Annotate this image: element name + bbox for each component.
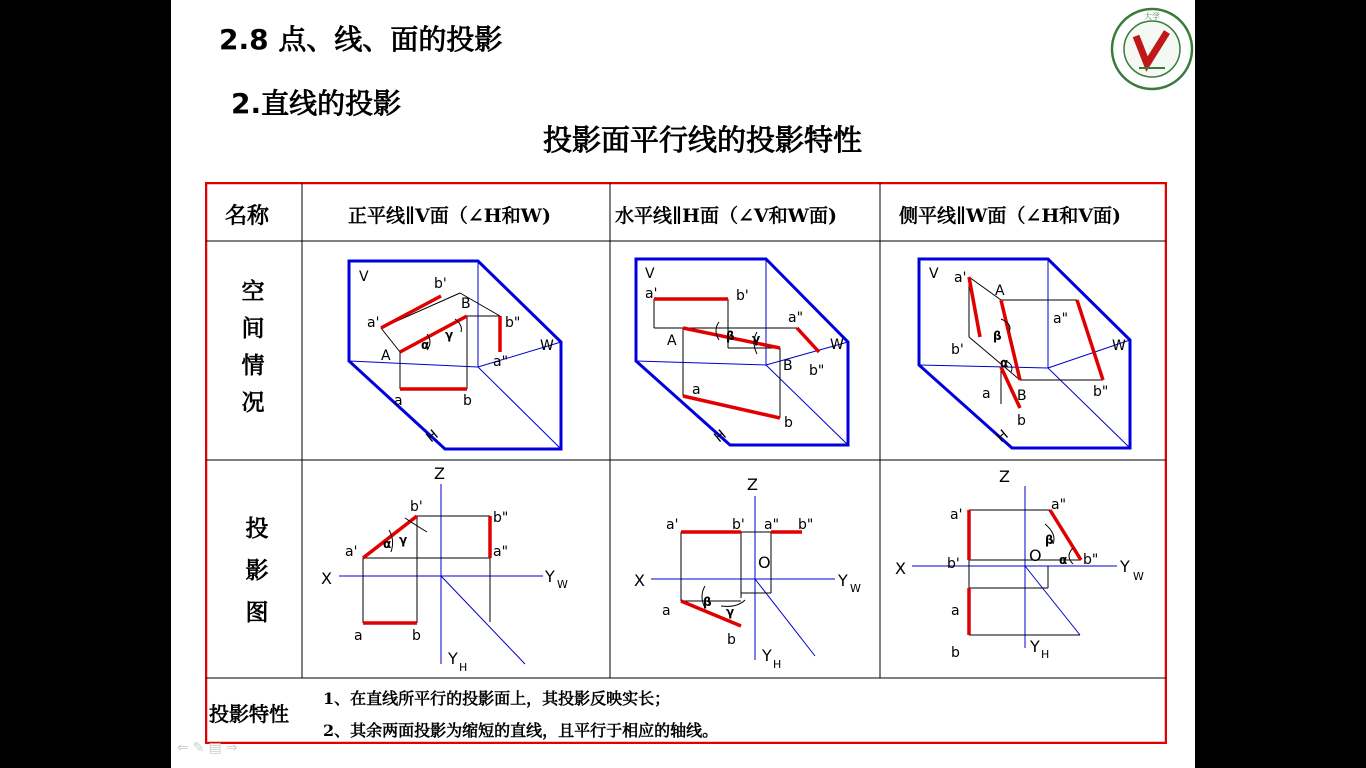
svg-text:V: V xyxy=(645,266,655,282)
profile-space-diagram xyxy=(919,259,1130,448)
header-profile: 侧平线∥W面（∠H和V面) xyxy=(899,205,1121,227)
profile-space-a''b'' xyxy=(1077,300,1103,380)
row-label-properties: 投影特性 xyxy=(209,702,289,726)
svg-text:a': a' xyxy=(950,507,963,523)
logo-text: 大学 xyxy=(1144,12,1160,21)
horizontal-space-diagram xyxy=(636,259,848,446)
svg-text:a: a xyxy=(951,603,960,619)
svg-text:W: W xyxy=(850,582,861,595)
svg-text:B: B xyxy=(783,358,793,374)
profile-space-a'b' xyxy=(969,277,980,337)
svg-text:b: b xyxy=(727,632,736,648)
svg-text:a': a' xyxy=(666,517,679,533)
svg-text:a: a xyxy=(354,628,363,644)
svg-text:a: a xyxy=(662,603,671,619)
slide xyxy=(171,0,1195,768)
svg-text:A: A xyxy=(381,348,391,364)
sub-title: 2.直线的投影 xyxy=(231,87,402,120)
svg-text:A: A xyxy=(995,283,1005,299)
svg-text:W: W xyxy=(1112,338,1126,354)
svg-text:H: H xyxy=(773,658,782,671)
svg-text:W: W xyxy=(540,338,554,354)
svg-text:a": a" xyxy=(493,354,509,370)
svg-text:β: β xyxy=(703,595,712,609)
svg-text:α: α xyxy=(1000,356,1009,370)
svg-text:A: A xyxy=(667,333,677,349)
svg-text:b': b' xyxy=(951,342,964,358)
frontal-space-diagram xyxy=(349,261,561,449)
svg-text:γ: γ xyxy=(445,328,454,342)
svg-text:b: b xyxy=(412,628,421,644)
svg-text:α: α xyxy=(1059,553,1068,567)
svg-text:X: X xyxy=(321,569,332,588)
svg-text:b: b xyxy=(951,645,960,661)
svg-text:a": a" xyxy=(764,517,780,533)
svg-text:H: H xyxy=(993,426,1012,446)
svg-text:W: W xyxy=(830,337,844,353)
svg-text:Y: Y xyxy=(448,649,458,668)
header-name: 名称 xyxy=(225,204,270,229)
svg-text:a': a' xyxy=(645,286,658,302)
svg-text:b: b xyxy=(1017,413,1026,429)
svg-text:H: H xyxy=(711,426,730,446)
projection-diagrams xyxy=(205,460,1167,682)
space-diagrams xyxy=(205,182,1167,462)
next-slide-icon[interactable]: ⇒ xyxy=(225,740,242,756)
property-1: 1、在直线所平行的投影面上，其投影反映实长； xyxy=(323,689,671,708)
svg-text:X: X xyxy=(634,571,645,590)
svg-text:H: H xyxy=(1041,648,1050,661)
svg-text:b: b xyxy=(463,393,472,409)
table-title: 投影面平行线的投影特性 xyxy=(543,123,863,157)
section-title: 2.8 点、线、面的投影 xyxy=(219,23,503,56)
svg-text:a': a' xyxy=(367,315,380,331)
projection-table xyxy=(205,182,1167,744)
svg-text:b": b" xyxy=(809,363,825,379)
svg-text:H: H xyxy=(423,426,442,446)
svg-text:a': a' xyxy=(345,544,358,560)
svg-text:Z: Z xyxy=(747,475,758,494)
svg-text:a: a xyxy=(692,382,701,398)
svg-text:b': b' xyxy=(736,288,749,304)
svg-text:H: H xyxy=(459,661,468,674)
slide-nav-controls[interactable] xyxy=(177,740,241,756)
svg-text:Y: Y xyxy=(1120,557,1130,576)
svg-text:a: a xyxy=(982,386,991,402)
svg-text:O: O xyxy=(758,553,771,572)
menu-icon[interactable]: ▤ xyxy=(208,740,226,756)
svg-text:b": b" xyxy=(505,315,521,331)
frontal-space-a'b' xyxy=(381,296,441,328)
svg-text:b": b" xyxy=(1093,384,1109,400)
header-frontal: 正平线∥V面（∠H和W) xyxy=(348,205,551,227)
svg-text:β: β xyxy=(1045,533,1054,547)
svg-text:b': b' xyxy=(434,276,447,292)
frontal-space-AB xyxy=(400,316,467,352)
svg-text:Y: Y xyxy=(838,571,848,590)
svg-text:b": b" xyxy=(1083,552,1099,568)
svg-text:Y: Y xyxy=(762,646,772,665)
header-horizontal: 水平线∥H面（∠V和W面) xyxy=(615,205,837,227)
svg-text:a: a xyxy=(394,393,403,409)
svg-text:V: V xyxy=(359,269,369,285)
svg-text:V: V xyxy=(929,266,939,282)
svg-text:γ: γ xyxy=(399,533,408,547)
svg-text:a": a" xyxy=(1053,311,1069,327)
svg-text:Y: Y xyxy=(545,567,555,586)
pen-icon[interactable]: ✎ xyxy=(192,740,209,756)
horizontal-space-a''b'' xyxy=(797,328,819,352)
svg-text:α: α xyxy=(421,338,430,352)
svg-text:Y: Y xyxy=(1030,637,1040,656)
svg-text:b": b" xyxy=(493,510,509,526)
svg-text:b': b' xyxy=(410,499,423,515)
svg-text:a": a" xyxy=(788,310,804,326)
svg-text:W: W xyxy=(1133,570,1144,583)
svg-text:b': b' xyxy=(947,556,960,572)
svg-text:B: B xyxy=(1017,388,1027,404)
svg-text:β: β xyxy=(726,329,735,343)
horizontal-projection-diagram xyxy=(634,475,861,671)
frontal-projection-diagram xyxy=(321,464,568,674)
profile-projection-diagram xyxy=(895,467,1144,661)
university-logo xyxy=(1109,6,1195,92)
svg-text:O: O xyxy=(1029,546,1042,565)
property-2: 2、其余两面投影为缩短的直线，且平行于相应的轴线。 xyxy=(323,721,719,740)
svg-text:B: B xyxy=(461,296,471,312)
svg-text:a": a" xyxy=(1051,497,1067,513)
svg-text:γ: γ xyxy=(752,332,761,346)
svg-text:β: β xyxy=(993,329,1002,343)
row-label-space: 空 间 情 况 xyxy=(241,279,265,416)
svg-text:α: α xyxy=(383,537,392,551)
svg-text:W: W xyxy=(557,578,568,591)
svg-text:b": b" xyxy=(798,517,814,533)
svg-text:b': b' xyxy=(732,517,745,533)
svg-text:Z: Z xyxy=(434,464,445,483)
prev-slide-icon[interactable]: ⇐ xyxy=(177,740,193,756)
svg-text:b: b xyxy=(784,415,793,431)
svg-text:X: X xyxy=(895,559,906,578)
svg-text:γ: γ xyxy=(726,605,735,619)
svg-text:Z: Z xyxy=(999,467,1010,486)
row-label-projection: 投 影 图 xyxy=(245,516,269,626)
svg-text:a": a" xyxy=(493,544,509,560)
svg-text:a': a' xyxy=(954,270,967,286)
